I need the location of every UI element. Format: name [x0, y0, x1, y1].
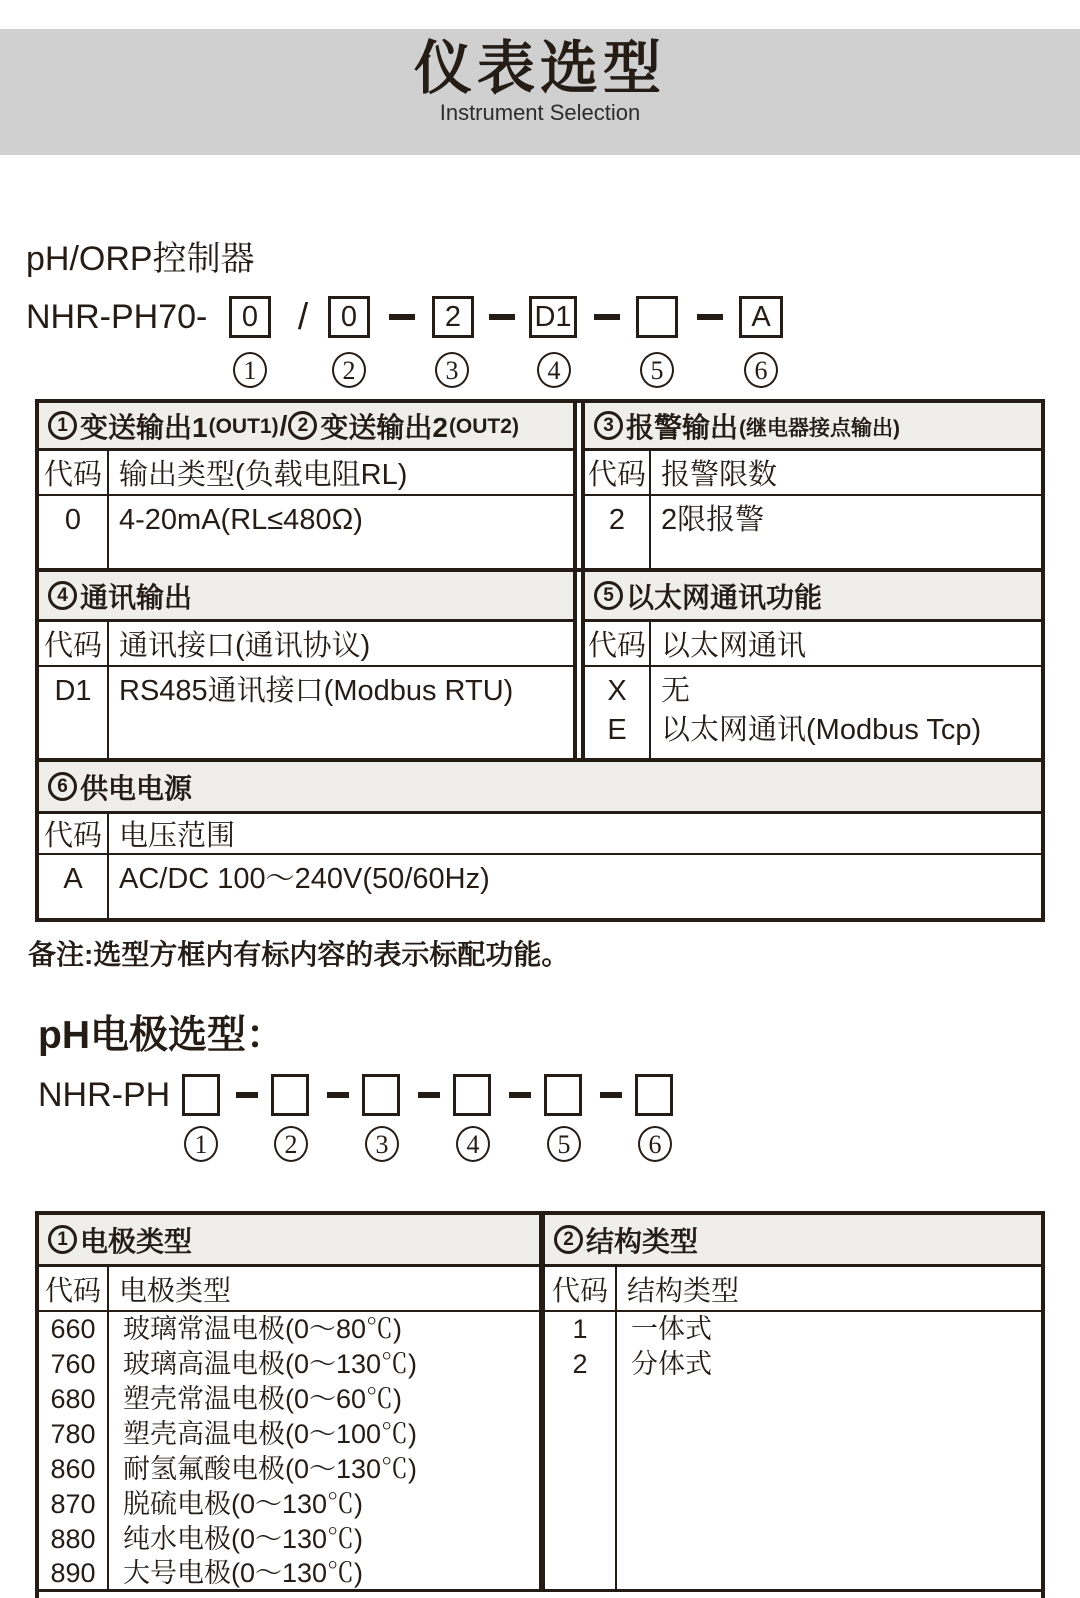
section-power-supply — [39, 758, 1041, 918]
desc-cell: 以太网通讯(Modbus Tcp) — [661, 714, 982, 746]
header-text: 电极类型 — [80, 1225, 193, 1257]
dash-separator — [600, 1092, 622, 1098]
code-cell: 2 — [585, 496, 651, 568]
dash-separator — [327, 1092, 349, 1098]
column-header-ethernet: 以太网通讯 — [651, 622, 1041, 667]
empty-desc-cell — [617, 1522, 1041, 1557]
column-header-code: 代码 — [545, 1267, 617, 1312]
circled-number-6: 6 — [48, 772, 77, 801]
circled-number-6: 6 — [744, 352, 778, 388]
header-comm-output — [39, 572, 573, 622]
code-cell: 2 — [545, 1347, 617, 1382]
column-header-code: 代码 — [39, 1267, 109, 1312]
dash-separator — [489, 314, 515, 320]
code-cell: 680 — [39, 1382, 109, 1417]
code-cell: 870 — [39, 1487, 109, 1522]
page-title: 仪表选型 — [413, 36, 666, 101]
circled-number-3: 3 — [365, 1126, 399, 1162]
model-code-box-3 — [362, 1074, 400, 1116]
circled-number-2: 2 — [274, 1126, 308, 1162]
header-text: 变送输出1 — [80, 411, 208, 443]
controller-selection-table — [35, 399, 1045, 922]
dash-separator — [594, 314, 620, 320]
header-electrode-type — [39, 1215, 539, 1267]
column-header-code: 代码 — [39, 451, 109, 496]
circled-number-5: 5 — [640, 352, 674, 388]
empty-code-cell — [545, 1417, 617, 1452]
header-text: 供电电源 — [80, 772, 193, 804]
header-separator: / — [279, 409, 288, 441]
header-subtext: (OUT2) — [448, 415, 519, 438]
code-cell: X — [585, 667, 651, 711]
model-code-box-3: 2 — [432, 296, 474, 338]
desc-cell: 玻璃高温电极(0～130℃) — [123, 1349, 418, 1379]
code-cell: A — [39, 855, 109, 918]
circled-number-5: 5 — [594, 581, 623, 610]
circled-number-1: 1 — [184, 1126, 218, 1162]
slash-separator: / — [297, 296, 309, 337]
desc-cell: 塑壳常温电极(0～60℃) — [123, 1384, 403, 1414]
header-ethernet-function — [585, 572, 1041, 622]
model-code-box-6 — [635, 1074, 673, 1116]
circled-number-3: 3 — [594, 411, 623, 440]
circled-number-1: 1 — [48, 1225, 77, 1254]
circled-number-4: 4 — [48, 581, 77, 610]
desc-cell: 4-20mA(RL≤480Ω) — [119, 504, 363, 536]
code-cell: 1 — [545, 1312, 617, 1347]
column-header-output-type: 输出类型(负载电阻RL) — [109, 451, 573, 496]
desc-cell: 一体式 — [631, 1314, 712, 1344]
desc-cell: 无 — [661, 675, 691, 707]
desc-cell: 玻璃常温电极(0～80℃) — [123, 1314, 403, 1344]
section-outputs-alarm — [39, 403, 1041, 568]
dash-separator — [389, 314, 415, 320]
model-code-box-5 — [636, 296, 678, 338]
code-cell: E — [585, 711, 651, 758]
code-cell: 780 — [39, 1417, 109, 1452]
controller-model-line — [0, 296, 1080, 338]
model-code-box-2: 0 — [328, 296, 370, 338]
circled-number-2: 2 — [332, 352, 366, 388]
code-cell: 760 — [39, 1347, 109, 1382]
empty-code-cell — [545, 1382, 617, 1417]
electrode-model-prefix: NHR-PH — [38, 1076, 171, 1114]
model-code-box-1: 0 — [229, 296, 271, 338]
circled-number-3: 3 — [435, 352, 469, 388]
header-text: 变送输出2 — [320, 411, 448, 443]
dash-separator — [236, 1092, 258, 1098]
desc-cell: 分体式 — [631, 1349, 712, 1379]
table-divider — [573, 572, 585, 758]
circled-number-2: 2 — [554, 1225, 583, 1254]
page-subtitle: Instrument Selection — [439, 100, 641, 125]
column-header-electrode-type: 电极类型 — [109, 1267, 539, 1312]
model-code-box-5 — [544, 1074, 582, 1116]
header-power-supply — [39, 762, 1041, 814]
desc-cell: 耐氢氟酸电极(0～130℃) — [123, 1454, 418, 1484]
empty-desc-cell — [617, 1487, 1041, 1522]
empty-desc-cell — [617, 1382, 1041, 1417]
electrode-model-line — [0, 1074, 1080, 1116]
empty-desc-cell — [617, 1557, 1041, 1592]
header-transmit-output — [39, 403, 573, 451]
code-cell: 0 — [39, 496, 109, 568]
empty-code-cell — [545, 1452, 617, 1487]
controller-heading: pH/ORP控制器 — [26, 240, 255, 278]
desc-cell: AC/DC 100～240V(50/60Hz) — [119, 863, 490, 895]
empty-code-cell — [545, 1487, 617, 1522]
controller-model-prefix: NHR-PH70- — [26, 298, 208, 336]
column-header-voltage-range: 电压范围 — [109, 814, 1041, 855]
controller-position-markers — [0, 352, 1080, 390]
code-cell: 860 — [39, 1452, 109, 1487]
page-banner — [0, 29, 1080, 155]
header-text: 以太网通讯功能 — [626, 581, 823, 613]
header-text: 结构类型 — [586, 1225, 699, 1257]
column-header-code: 代码 — [585, 451, 651, 496]
code-cell: 660 — [39, 1312, 109, 1347]
header-structure-type — [545, 1215, 1041, 1267]
electrode-selection-table — [35, 1211, 1045, 1598]
desc-cell: RS485通讯接口(Modbus RTU) — [119, 675, 514, 707]
empty-code-cell — [545, 1557, 617, 1592]
circled-number-1: 1 — [48, 411, 77, 440]
desc-cell: 大号电极(0～130℃) — [109, 1557, 539, 1592]
desc-cell: 纯水电极(0～130℃) — [123, 1524, 364, 1554]
column-header-comm-interface: 通讯接口(通讯协议) — [109, 622, 573, 667]
circled-number-2: 2 — [288, 411, 317, 440]
empty-code-cell — [545, 1522, 617, 1557]
circled-number-1: 1 — [233, 352, 267, 388]
model-code-box-6: A — [739, 296, 783, 338]
column-header-code: 代码 — [39, 814, 109, 855]
desc-cell: 脱硫电极(0～130℃) — [123, 1489, 364, 1519]
code-cell: 880 — [39, 1522, 109, 1557]
header-alarm-output — [585, 403, 1041, 451]
section-communication-ethernet — [39, 568, 1041, 758]
note-text: 备注:选型方框内有标内容的表示标配功能。 — [28, 939, 570, 970]
column-header-structure-type: 结构类型 — [617, 1267, 1041, 1312]
desc-cell: 塑壳高温电极(0～100℃) — [123, 1419, 418, 1449]
circled-number-4: 4 — [456, 1126, 490, 1162]
table-divider — [573, 403, 585, 568]
model-code-box-4: D1 — [529, 296, 577, 338]
dash-separator — [697, 314, 723, 320]
circled-number-4: 4 — [537, 352, 571, 388]
header-text: 报警输出 — [626, 411, 739, 443]
column-header-code: 代码 — [39, 622, 109, 667]
empty-desc-cell — [617, 1452, 1041, 1487]
electrode-heading: pH电极选型： — [38, 1014, 285, 1057]
circled-number-6: 6 — [638, 1126, 672, 1162]
dash-separator — [418, 1092, 440, 1098]
electrode-position-markers — [0, 1126, 1080, 1164]
model-code-box-1 — [182, 1074, 220, 1116]
model-code-box-4 — [453, 1074, 491, 1116]
header-subtext: (继电器接点输出) — [739, 417, 901, 440]
column-header-code: 代码 — [585, 622, 651, 667]
model-code-box-2 — [271, 1074, 309, 1116]
header-subtext: (OUT1) — [208, 415, 279, 438]
desc-cell: 2限报警 — [661, 504, 765, 536]
column-header-alarm-limit: 报警限数 — [651, 451, 1041, 496]
dash-separator — [509, 1092, 531, 1098]
circled-number-5: 5 — [547, 1126, 581, 1162]
code-cell: 890 — [39, 1557, 109, 1592]
empty-desc-cell — [617, 1417, 1041, 1452]
code-cell: D1 — [39, 667, 109, 758]
header-text: 通讯输出 — [80, 581, 193, 613]
